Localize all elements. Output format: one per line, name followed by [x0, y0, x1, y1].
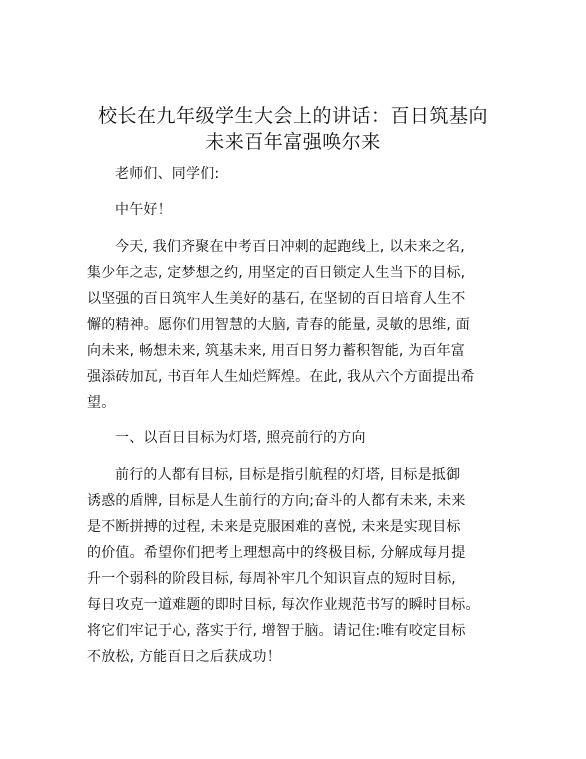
- title-line-2: 未来百年富强唤尔来: [205, 131, 381, 153]
- salutation-paragraph: [87, 161, 507, 187]
- intro-line: 懈的精神。愿你们用智慧的大脑, 青春的能量, 灵敏的思维, 面: [87, 317, 470, 333]
- section-1-heading-paragraph: [87, 425, 507, 451]
- title-line-1: 校长在九年级学生大会上的讲话：百日筑基向: [97, 105, 488, 127]
- section-1-line: 是不断拼搏的过程, 未来是克服困难的喜悦, 未来是实现目标: [87, 519, 461, 535]
- section-1-line: 不放松, 方能百日之后获成功！: [87, 649, 281, 665]
- section-1-line: 将它们牢记于心, 落实于行, 增智于脑。请记住:唯有咬定目标: [87, 623, 466, 639]
- intro-line: 向未来, 畅想未来, 筑基未来, 用百日努力蓄积智能, 为百年富: [87, 343, 465, 359]
- document-title: [60, 103, 526, 155]
- section-1-paragraph: [87, 462, 507, 670]
- section-1-heading: 一、以百日目标为灯塔, 照亮前行的方向: [115, 430, 366, 446]
- section-1-line: 的价值。希望你们把考上理想高中的终极目标, 分解成每月提: [87, 545, 466, 561]
- section-1-line: 诱惑的盾牌, 目标是人生前行的方向;奋斗的人都有未来, 未来: [87, 493, 466, 509]
- greeting: 中午好！: [115, 202, 172, 218]
- intro-line: 集少年之志, 定梦想之约, 用坚定的百日锁定人生当下的目标,: [87, 265, 466, 281]
- section-1-line: 每日攻克一道难题的即时目标, 每次作业规范书写的瞬时目标。: [87, 597, 480, 613]
- section-1-line: 前行的人都有目标, 目标是指引航程的灯塔, 目标是抵御: [115, 467, 461, 483]
- intro-line: 望。: [87, 395, 116, 411]
- greeting-paragraph: [87, 197, 507, 223]
- intro-paragraph: [87, 234, 507, 416]
- intro-line: 以坚强的百日筑牢人生美好的基石, 在坚韧的百日培育人生不: [87, 291, 466, 307]
- salutation: 老师们、同学们:: [115, 166, 220, 182]
- section-1-line: 升一个弱科的阶段目标, 每周补牢几个知识盲点的短时目标,: [87, 571, 456, 587]
- intro-line: 强添砖加瓦, 书百年人生灿烂辉煌。在此, 我从六个方面提出希: [87, 369, 475, 385]
- intro-line: 今天, 我们齐聚在中考百日冲刺的起跑线上, 以未来之名,: [115, 239, 465, 255]
